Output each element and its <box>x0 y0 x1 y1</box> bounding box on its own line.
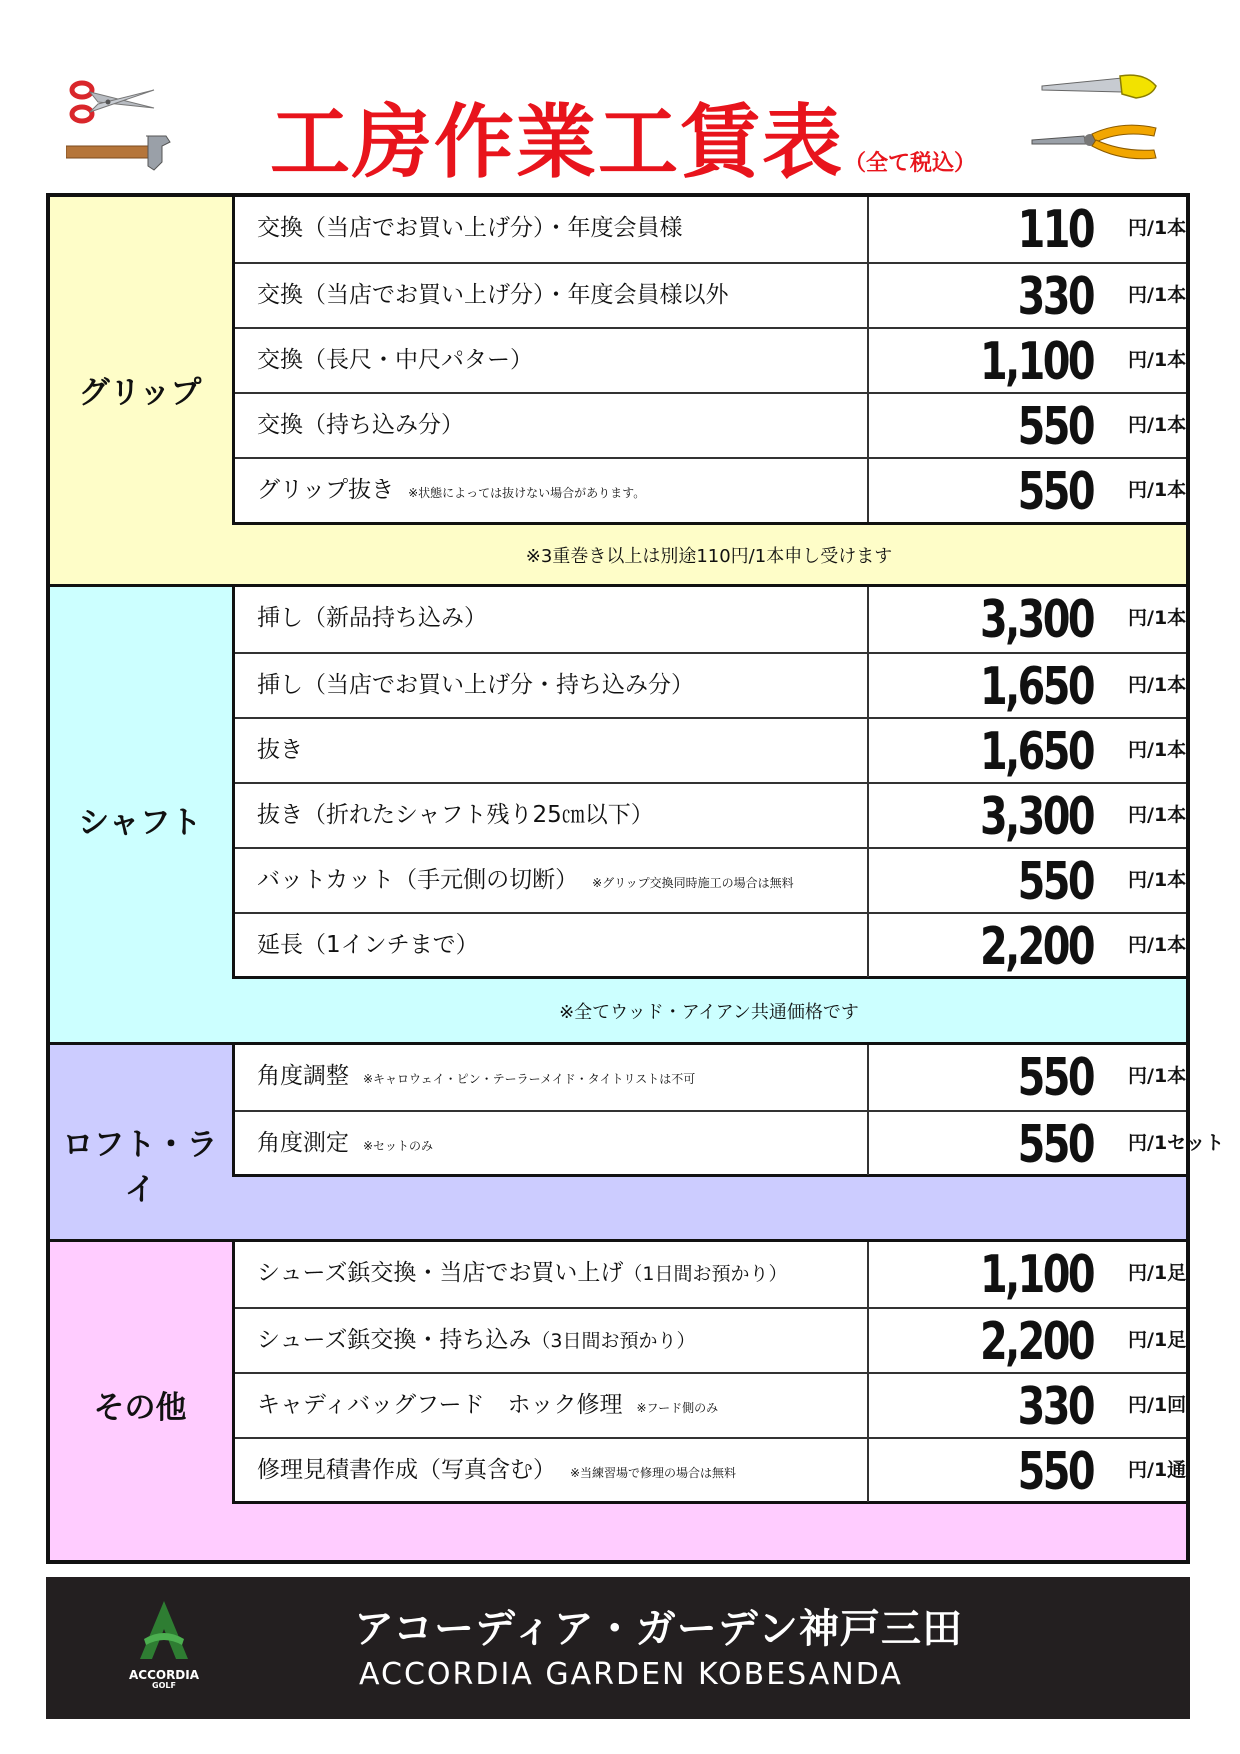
row-label: グリップ抜き ※状態によっては抜けない場合があります。 <box>257 477 646 503</box>
table-row <box>235 1437 1186 1502</box>
row-unit: 円/1本 <box>1128 284 1187 306</box>
row-label: 修理見積書作成（写真含む） ※当練習場で修理の場合は無料 <box>257 1457 737 1483</box>
row-label: 抜き <box>257 737 303 763</box>
table-row <box>235 587 1186 652</box>
scissors-icon <box>68 78 158 128</box>
row-price: 1,100 <box>979 332 1093 392</box>
store-name-jp: アコーディア・ガーデン神戸三田 <box>354 1606 963 1652</box>
row-unit: 円/1通 <box>1128 1459 1187 1481</box>
table-row <box>235 327 1186 392</box>
row-note: ※キャロウェイ・ピン・テーラーメイド・タイトリストは不可 <box>363 1072 696 1086</box>
row-price: 1,650 <box>979 657 1093 717</box>
row-label: シューズ鋲交換・持ち込み（3日間お預かり） <box>257 1327 696 1353</box>
footer-banner <box>46 1577 1190 1719</box>
row-label: 挿し（新品持ち込み） <box>257 605 487 631</box>
category-label: その他 <box>93 1390 187 1426</box>
row-label: 交換（当店でお買い上げ分）・年度会員様 <box>257 215 683 241</box>
category-label: ロフト・ライ <box>62 1127 218 1208</box>
row-label: キャディバッグフード ホック修理 ※フード側のみ <box>257 1392 719 1418</box>
row-unit: 円/1本 <box>1128 607 1187 629</box>
section-footnote: ※全てウッド・アイアン共通価格です <box>559 1002 859 1023</box>
logo-subtext: GOLF <box>152 1681 176 1690</box>
row-unit: 円/1本 <box>1128 674 1187 696</box>
hammer-icon <box>66 132 176 172</box>
row-price: 330 <box>1017 267 1093 327</box>
row-price: 550 <box>1017 1442 1093 1502</box>
row-price: 550 <box>1017 1048 1093 1108</box>
row-label: 挿し（当店でお買い上げ分・持ち込み分） <box>257 672 694 698</box>
row-unit: 円/1足 <box>1128 1262 1187 1284</box>
table-row <box>235 782 1186 847</box>
row-group <box>232 1242 1186 1504</box>
row-unit: 円/1本 <box>1128 1065 1187 1087</box>
row-unit: 円/1本 <box>1128 479 1187 501</box>
table-row <box>235 717 1186 782</box>
saw-icon <box>1040 72 1160 112</box>
pliers-icon <box>1030 118 1160 168</box>
row-price: 550 <box>1017 397 1093 457</box>
row-price: 3,300 <box>979 590 1093 650</box>
row-group <box>232 587 1186 979</box>
section-footnote: ※3重巻き以上は別途110円/1本申し受けます <box>525 546 893 567</box>
row-price: 550 <box>1017 852 1093 912</box>
row-note: ※状態によっては抜けない場合があります。 <box>408 486 646 500</box>
section-loft-lie <box>50 1042 1225 1239</box>
row-price: 550 <box>1017 462 1093 522</box>
row-label: 角度調整 ※キャロウェイ・ピン・テーラーメイド・タイトリストは不可 <box>257 1063 696 1089</box>
row-unit: 円/1本 <box>1128 414 1187 436</box>
table-row <box>235 912 1186 977</box>
row-note: ※フード側のみ <box>636 1401 719 1415</box>
table-row <box>235 1045 1186 1110</box>
row-price: 2,200 <box>979 917 1093 977</box>
table-row <box>235 1307 1186 1372</box>
table-row <box>235 457 1186 522</box>
table-row <box>235 392 1186 457</box>
row-label: 延長（1インチまで） <box>257 932 479 958</box>
table-row <box>235 1372 1186 1437</box>
price-table <box>46 193 1225 1564</box>
row-price: 1,650 <box>979 722 1093 782</box>
row-unit: 円/1本 <box>1128 869 1187 891</box>
row-note: ※当練習場で修理の場合は無料 <box>570 1466 737 1480</box>
row-note: ※グリップ交換同時施工の場合は無料 <box>592 876 794 890</box>
row-unit: 円/1足 <box>1128 1329 1187 1351</box>
section-other <box>50 1239 1186 1560</box>
row-price: 110 <box>1017 200 1093 260</box>
table-row <box>235 652 1186 717</box>
row-label: シューズ鋲交換・当店でお買い上げ（1日間お預かり） <box>257 1260 788 1286</box>
row-unit: 円/1回 <box>1128 1394 1187 1416</box>
row-unit: 円/1本 <box>1128 217 1187 239</box>
row-unit: 円/1本 <box>1128 804 1187 826</box>
store-name-en: ACCORDIA GARDEN KOBESANDA <box>359 1657 903 1692</box>
table-row <box>235 262 1186 327</box>
row-label: 角度測定 ※セットのみ <box>257 1130 434 1156</box>
row-unit: 円/1本 <box>1128 739 1187 761</box>
row-price: 3,300 <box>979 787 1093 847</box>
row-note: ※セットのみ <box>363 1139 434 1153</box>
row-price: 2,200 <box>979 1312 1093 1372</box>
accordia-logo-icon <box>138 1599 190 1663</box>
table-row <box>235 1110 1225 1175</box>
row-label: 交換（持ち込み分） <box>257 412 464 438</box>
table-row <box>235 1242 1186 1307</box>
row-price: 330 <box>1017 1377 1093 1437</box>
row-label: バットカット（手元側の切断） ※グリップ交換同時施工の場合は無料 <box>257 867 794 893</box>
row-group <box>232 1045 1225 1177</box>
row-unit: 円/1セット <box>1128 1132 1225 1154</box>
page-title <box>270 78 990 188</box>
category-label: グリップ <box>78 375 202 411</box>
title-tax-note: （全て税込） <box>844 151 977 176</box>
row-group <box>232 197 1186 525</box>
section-shaft <box>50 584 1186 1042</box>
row-unit: 円/1本 <box>1128 349 1187 371</box>
row-label: 交換（長尺・中尺パター） <box>257 347 533 373</box>
title-text: 工房作業工賃表 <box>270 96 844 189</box>
row-unit: 円/1本 <box>1128 934 1187 956</box>
row-price: 1,100 <box>979 1245 1093 1305</box>
category-label: シャフト <box>78 805 202 841</box>
section-grip <box>50 197 1186 584</box>
table-row <box>235 847 1186 912</box>
table-row <box>235 197 1186 262</box>
logo-text: ACCORDIA <box>128 1668 200 1682</box>
row-price: 550 <box>1017 1115 1093 1175</box>
row-label: 抜き（折れたシャフト残り25㎝以下） <box>257 802 654 828</box>
row-label: 交換（当店でお買い上げ分）・年度会員様以外 <box>257 282 729 308</box>
